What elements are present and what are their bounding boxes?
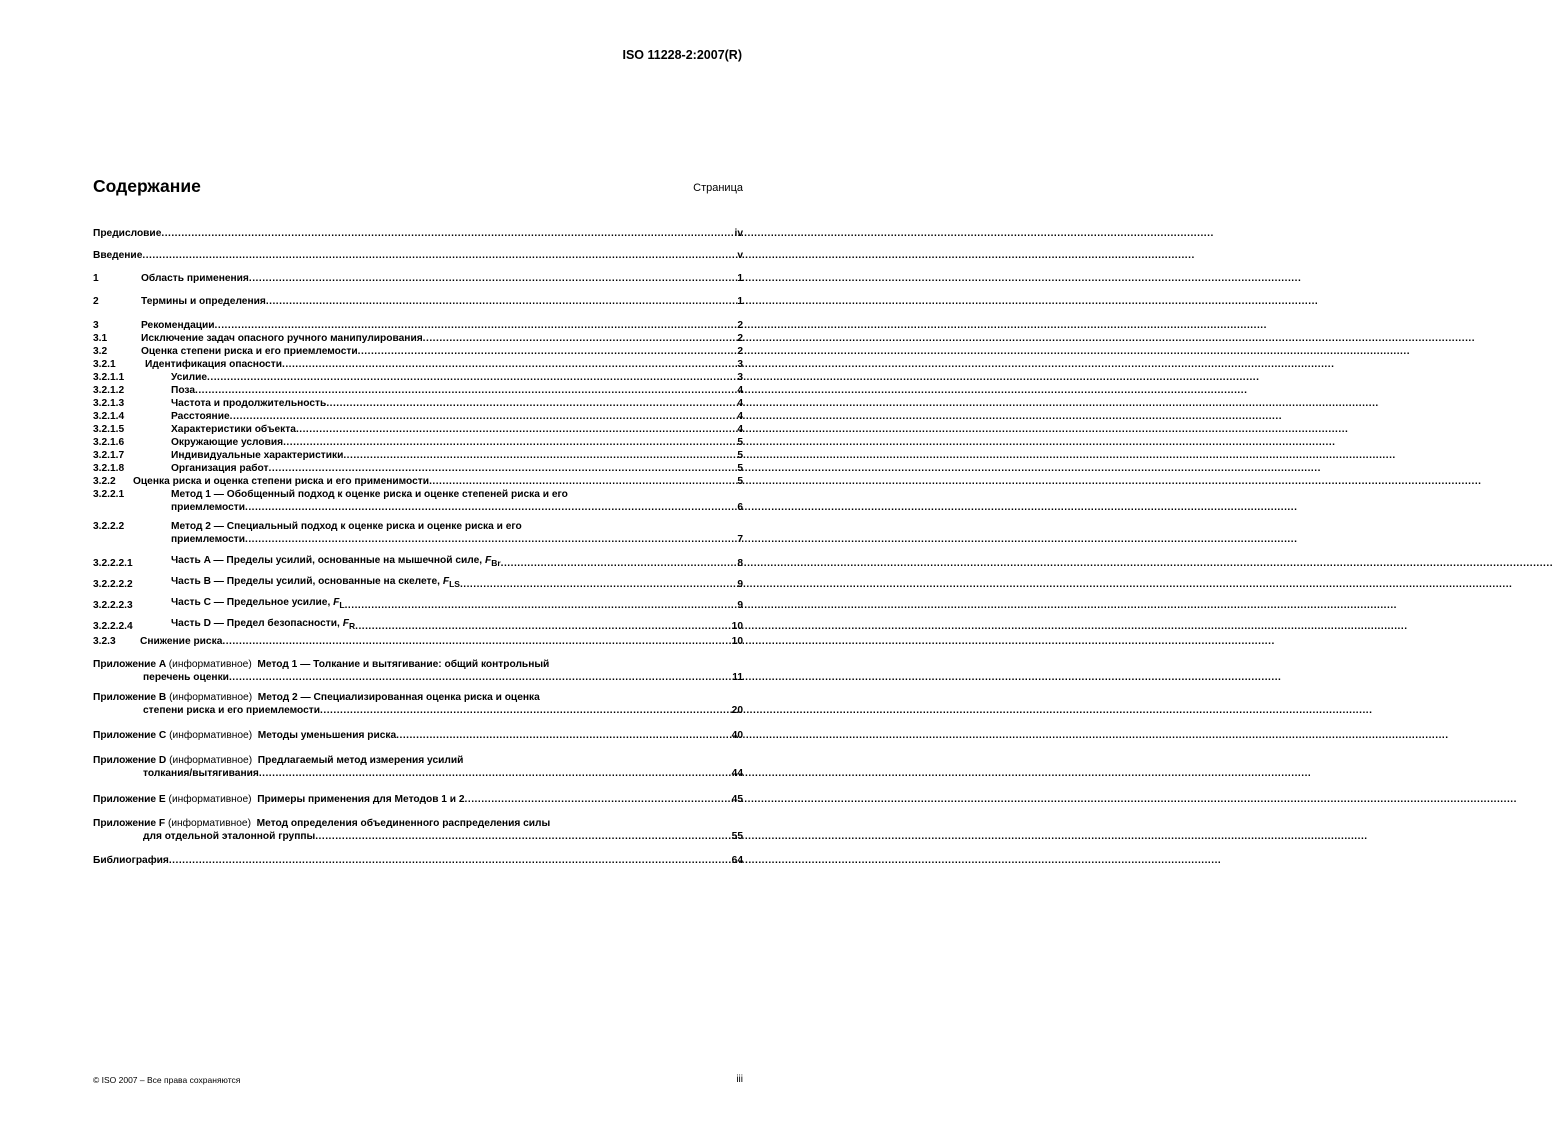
page-number: 10	[731, 621, 743, 633]
page-number: iv	[734, 228, 743, 239]
toc-entry-3-2-3[interactable]: 3.2.3 Снижение риска ..... 10	[93, 635, 743, 648]
page-number: 44	[731, 768, 743, 779]
page-column-label: Страница	[693, 182, 743, 194]
page-number: 64	[731, 855, 743, 866]
toc-entry-3-2-1-5[interactable]: 3.2.1.5 Характеристики объекта ..... 4	[93, 423, 743, 436]
toc-entry-3-2-1-4[interactable]: 3.2.1.4 Расстояние ..... 4	[93, 410, 743, 423]
page-number: 4	[737, 424, 743, 435]
toc-entry-3-2-1[interactable]: 3.2.1 Идентификация опасности ..... 3	[93, 358, 743, 371]
page-number: 2	[737, 346, 743, 357]
toc-entry-3-2-1-1[interactable]: 3.2.1.1 Усилие ..... 3	[93, 371, 743, 384]
toc-entry-3[interactable]: 3 Рекомендации ..... 2	[93, 319, 743, 332]
page-number: 4	[737, 398, 743, 409]
document-id: ISO 11228-2:2007(R)	[622, 48, 742, 62]
toc-entry-3-2-2-2[interactable]: 3.2.2.2 Метод 2 — Специальный подход к оценке риска и оценке риска и его приемлемости ..... 7	[93, 520, 743, 546]
page-number: 3	[737, 359, 743, 370]
toc-entry-3-2-1-3[interactable]: 3.2.1.3 Частота и продолжительность ..... 4	[93, 397, 743, 410]
toc-entry-3-2-1-7[interactable]: 3.2.1.7 Индивидуальные характеристики ..... 5	[93, 449, 743, 462]
toc-entry-annex-d[interactable]: Приложение D (информативное) Предлагаемый метод измерения усилий толкания/вытягивания ..... 44	[93, 754, 743, 780]
footer-page-number: iii	[736, 1074, 743, 1085]
toc-entry-annex-b[interactable]: Приложение B (информативное) Метод 2 — Специализированная оценка риска и оценка степени риска и его приемлемости ..... 20	[93, 691, 743, 717]
toc-entry-3-1[interactable]: 3.1 Исключение задач опасного ручного манипулирования ..... 2	[93, 332, 743, 345]
toc-entry-3-2-2-2-3[interactable]: 3.2.2.2.3 Часть C — Предельное усилие, $F_L$ ..... 9	[93, 596, 743, 612]
page-number: 40	[731, 730, 743, 741]
page-number: 6	[737, 502, 743, 513]
toc-entry-3-2-2-1[interactable]: 3.2.2.1 Метод 1 — Обобщенный подход к оценке риска и оценке степеней риска и его приемлемости ..... 6	[93, 488, 743, 514]
toc-entry-annex-f[interactable]: Приложение F (информативное) Метод определения объединенного распределения силы для отдельной эталонной группы ..... 55	[93, 817, 743, 843]
toc-entry-3-2[interactable]: 3.2 Оценка степени риска и его приемлемости ..... 2	[93, 345, 743, 358]
toc-heading: Содержание	[93, 176, 201, 196]
toc-entry-3-2-1-8[interactable]: 3.2.1.8 Организация работ ..... 5	[93, 462, 743, 475]
page-number: 4	[737, 411, 743, 422]
page-number: 7	[737, 534, 743, 545]
toc-entry-annex-a[interactable]: Приложение A (информативное) Метод 1 — Толкание и вытягивание: общий контрольный перечень оценки ..... 11	[93, 658, 743, 684]
page-number: 11	[732, 672, 743, 683]
page-number: 8	[737, 558, 743, 570]
page-number: 20	[731, 705, 743, 716]
page-number: 55	[731, 831, 743, 842]
toc-entry-2[interactable]: 2 Термины и определения ..... 1	[93, 295, 743, 308]
toc-entry-foreword[interactable]: Предисловие ..... iv	[93, 227, 743, 240]
page-number: 2	[737, 333, 743, 344]
toc-entry-3-2-2-2-1[interactable]: 3.2.2.2.1 Часть A — Пределы усилий, основанные на мышечной силе, $F_{Br}$ ..... 8	[93, 554, 743, 570]
page-number: 10	[731, 636, 743, 647]
page-number: 5	[737, 476, 743, 487]
toc-entry-bibliography[interactable]: Библиография ..... 64	[93, 854, 743, 867]
page-number: 45	[731, 794, 743, 805]
toc-entry-3-2-2-2-4[interactable]: 3.2.2.2.4 Часть D — Предел безопасности, $F_R$ ..... 10	[93, 617, 743, 633]
toc-entry-1[interactable]: 1 Область применения ..... 1	[93, 272, 743, 285]
toc-entry-annex-c[interactable]: Приложение C (информативное) Методы уменьшения риска ..... 40	[93, 729, 743, 742]
page-number: v	[737, 250, 743, 261]
toc-entry-introduction[interactable]: Введение ..... v	[93, 249, 743, 262]
footer-copyright: © ISO 2007 – Все права сохраняются	[93, 1075, 241, 1085]
page-number: 1	[737, 296, 743, 307]
toc-entry-3-2-1-2[interactable]: 3.2.1.2 Поза ..... 4	[93, 384, 743, 397]
page-number: 5	[737, 463, 743, 474]
page-number: 9	[737, 600, 743, 612]
toc-entry-3-2-1-6[interactable]: 3.2.1.6 Окружающие условия ..... 5	[93, 436, 743, 449]
toc-entry-3-2-2-2-2[interactable]: 3.2.2.2.2 Часть B — Пределы усилий, основанные на скелете, $F_{LS}$ ..... 9	[93, 575, 743, 591]
toc-entry-3-2-2[interactable]: 3.2.2 Оценка риска и оценка степени риска и его применимости ..... 5	[93, 475, 743, 488]
page-number: 3	[737, 372, 743, 383]
toc-entry-annex-e[interactable]: Приложение E (информативное) Примеры применения для Методов 1 и 2 ..... 45	[93, 793, 743, 806]
page-number: 5	[737, 437, 743, 448]
page-number: 5	[737, 450, 743, 461]
page-number: 4	[737, 385, 743, 396]
page-number: 2	[737, 320, 743, 331]
page-number: 1	[737, 273, 743, 284]
page-number: 9	[737, 579, 743, 591]
